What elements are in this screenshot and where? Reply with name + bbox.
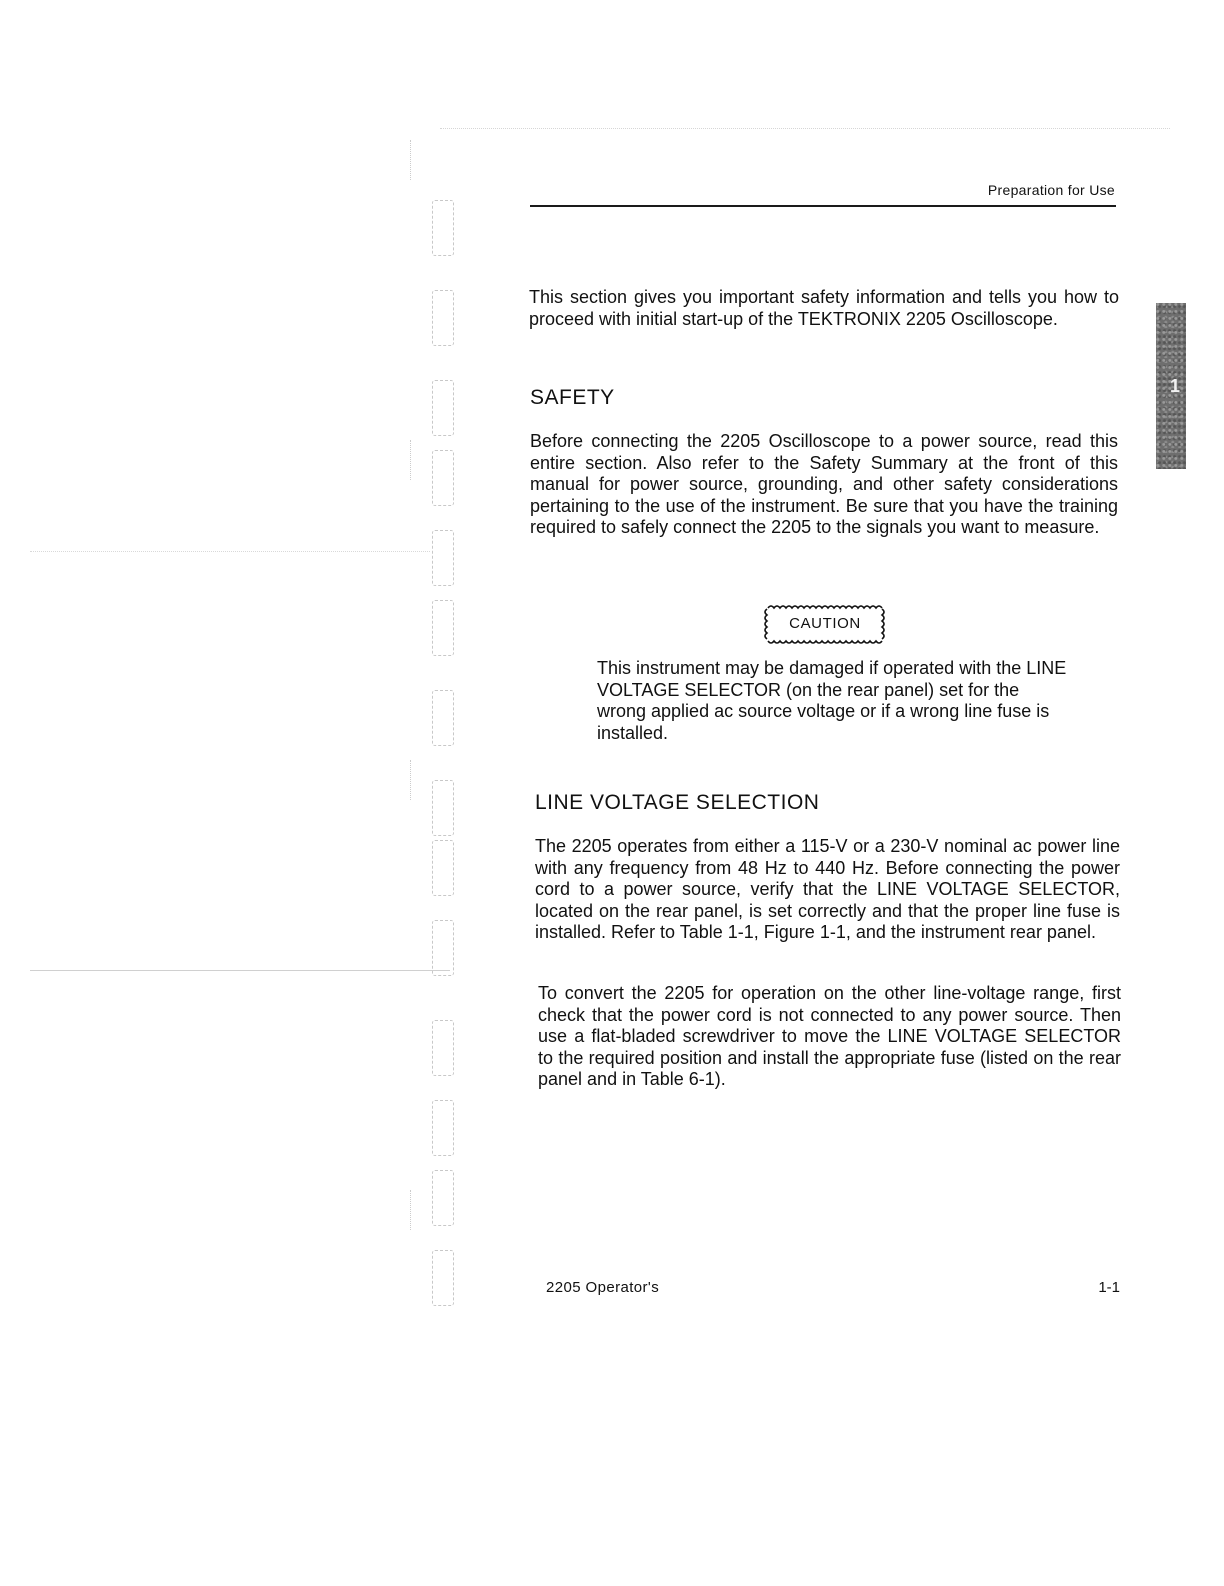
safety-paragraph: Before connecting the 2205 Oscilloscope to a power source, read this entire section. Also refer to the Safety Summary at the front of this manual for power source, grounding, and other safety considerations pertaining to the use of the instrument. Be sure that you have the training required to safely connect the 2205 to the signals you want to measure. bbox=[530, 431, 1118, 537]
caution-label: CAUTION bbox=[789, 615, 861, 632]
binding-hole bbox=[432, 920, 454, 976]
binding-hole bbox=[432, 530, 454, 586]
binding-hole bbox=[432, 1020, 454, 1076]
caution-paragraph: This instrument may be damaged if operated with the LINE VOLTAGE SELECTOR (on the rear panel) set for the wrong applied ac source voltage or if a wrong line fuse is installed. bbox=[597, 658, 1067, 743]
line-voltage-heading: LINE VOLTAGE SELECTION bbox=[535, 791, 820, 814]
scan-artifact-left bbox=[30, 551, 430, 552]
binding-hole bbox=[432, 1170, 454, 1226]
binding-hole bbox=[432, 450, 454, 506]
binding-tick bbox=[410, 760, 413, 800]
binding-tick bbox=[410, 440, 413, 480]
binding-hole bbox=[432, 690, 454, 746]
binding-hole bbox=[432, 1250, 454, 1306]
line-voltage-paragraph-2: To convert the 2205 for operation on the other line-voltage range, first check that the power cord is not connected to any power source. Then use a flat-bladed screwdriver to move the LINE VOLTAGE SELECTOR to the required position and install the appropriate fuse (listed on the rear panel and in Table 6-1). bbox=[538, 983, 1121, 1089]
line-voltage-paragraph-1: The 2205 operates from either a 115-V or a 230-V nominal ac power line with any frequency from 48 Hz to 440 Hz. Before connecting the power cord to a power source, verify that the LINE VOLTAGE SELECTOR, located on the rear panel, is set correctly and that the proper line fuse is installed. Refer to Table 1-1, Figure 1-1, and the instrument rear panel. bbox=[535, 836, 1120, 942]
scan-artifact-top bbox=[440, 128, 1170, 129]
header-rule bbox=[530, 205, 1116, 207]
section-tab-number: 1 bbox=[1170, 376, 1181, 396]
running-title: Preparation for Use bbox=[987, 182, 1115, 198]
footer-page-number: 1-1 bbox=[1098, 1279, 1120, 1296]
footer-manual-name: 2205 Operator's bbox=[546, 1279, 660, 1296]
binding-hole bbox=[432, 380, 454, 436]
scan-artifact-left bbox=[30, 970, 450, 971]
binding-hole bbox=[432, 290, 454, 346]
binding-hole bbox=[432, 600, 454, 656]
binding-tick bbox=[410, 140, 413, 180]
binding-hole bbox=[432, 1100, 454, 1156]
binding-hole bbox=[432, 840, 454, 896]
caution-badge bbox=[762, 603, 888, 645]
binding-hole bbox=[432, 200, 454, 256]
binding-margin bbox=[410, 140, 460, 1330]
safety-heading: SAFETY bbox=[530, 386, 615, 409]
binding-hole bbox=[432, 780, 454, 836]
intro-paragraph: This section gives you important safety information and tells you how to proceed with initial start-up of the TEKTRONIX 2205 Oscilloscope. bbox=[529, 287, 1119, 329]
binding-tick bbox=[410, 1190, 413, 1230]
